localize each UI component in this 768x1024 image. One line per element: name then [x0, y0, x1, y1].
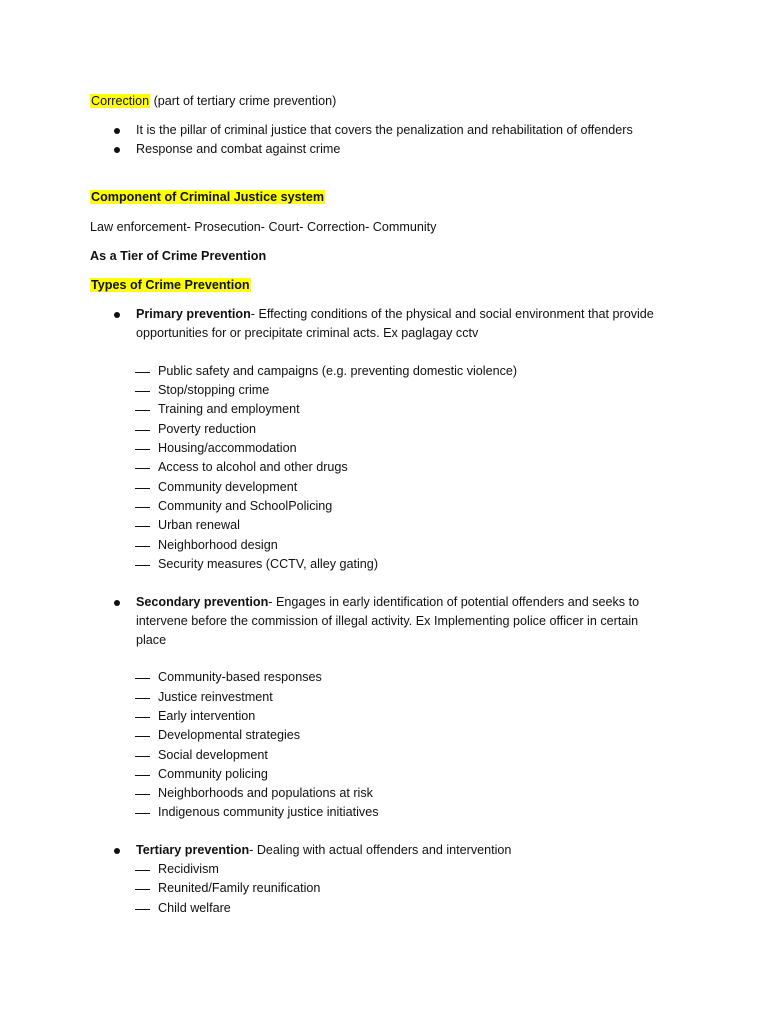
list-item: Access to alcohol and other drugs	[158, 460, 348, 474]
bullet-icon	[114, 147, 120, 153]
correction-bullet-1: It is the pillar of criminal justice that covers the penalization and rehabilitation of offenders	[136, 123, 633, 137]
component-heading: Component of Criminal Justice system	[91, 190, 325, 204]
dash-icon	[135, 430, 150, 431]
dash-icon	[135, 391, 150, 392]
bullet-icon	[114, 128, 120, 134]
dash-icon	[135, 756, 150, 757]
correction-heading: Correction	[91, 94, 150, 108]
list-item: Social development	[158, 748, 268, 762]
correction-bullet-2: Response and combat against crime	[136, 142, 341, 156]
tertiary-desc-line	[136, 841, 511, 860]
dash-icon	[135, 449, 150, 450]
list-item: Urban renewal	[158, 518, 240, 532]
dash-icon	[135, 698, 150, 699]
dash-icon	[135, 813, 150, 814]
dash-icon	[135, 410, 150, 411]
list-item: Indigenous community justice initiatives	[158, 805, 379, 819]
dash-icon	[135, 678, 150, 679]
secondary-desc: - Engages in early identification of potential offenders and seeks to	[268, 595, 640, 609]
dash-icon	[135, 507, 150, 508]
tertiary-label: Tertiary prevention	[136, 843, 250, 857]
list-item: Security measures (CCTV, alley gating)	[158, 557, 379, 571]
list-item: Neighborhood design	[158, 538, 278, 552]
correction-note: (part of tertiary crime prevention)	[153, 94, 337, 108]
dash-icon	[135, 488, 150, 489]
secondary-label: Secondary prevention	[136, 595, 269, 609]
dash-icon	[135, 909, 150, 910]
dash-icon	[135, 546, 150, 547]
dash-icon	[135, 889, 150, 890]
list-item: Training and employment	[158, 402, 300, 416]
bullet-icon	[114, 312, 120, 318]
list-item: Early intervention	[158, 709, 256, 723]
correction-heading-line	[90, 92, 336, 111]
list-item: Justice reinvestment	[158, 690, 273, 704]
dash-icon	[135, 565, 150, 566]
component-heading-line	[90, 188, 325, 207]
bullet-icon	[114, 600, 120, 606]
component-body: Law enforcement- Prosecution- Court- Correction- Community	[90, 220, 437, 234]
list-item: Public safety and campaigns (e.g. preventing domestic violence)	[158, 364, 518, 378]
dash-icon	[135, 372, 150, 373]
list-item: Community-based responses	[158, 670, 322, 684]
list-item: Poverty reduction	[158, 422, 257, 436]
types-heading: Types of Crime Prevention	[91, 278, 250, 292]
dash-icon	[135, 736, 150, 737]
list-item: Neighborhoods and populations at risk	[158, 786, 373, 800]
list-item: Community development	[158, 480, 298, 494]
list-item: Housing/accommodation	[158, 441, 297, 455]
secondary-desc-line3: place	[136, 633, 167, 647]
tier-heading: As a Tier of Crime Prevention	[90, 249, 267, 263]
list-item: Reunited/Family reunification	[158, 881, 321, 895]
bullet-icon	[114, 848, 120, 854]
primary-desc-line2: opportunities for or precipitate criminal acts. Ex paglagay cctv	[136, 326, 479, 340]
primary-desc-line1	[136, 305, 654, 324]
primary-label: Primary prevention	[136, 307, 251, 321]
tertiary-desc: - Dealing with actual offenders and intervention	[249, 843, 512, 857]
list-item: Recidivism	[158, 862, 219, 876]
dash-icon	[135, 717, 150, 718]
secondary-desc-line2: intervene before the commission of illegal activity. Ex Implementing police officer in certain	[136, 614, 639, 628]
dash-icon	[135, 794, 150, 795]
list-item: Community policing	[158, 767, 268, 781]
list-item: Stop/stopping crime	[158, 383, 270, 397]
list-item: Community and SchoolPolicing	[158, 499, 333, 513]
dash-icon	[135, 775, 150, 776]
dash-icon	[135, 870, 150, 871]
list-item: Developmental strategies	[158, 728, 301, 742]
types-heading-line	[90, 276, 251, 295]
primary-desc: - Effecting conditions of the physical and social environment that provide	[250, 307, 654, 321]
list-item: Child welfare	[158, 901, 231, 915]
dash-icon	[135, 526, 150, 527]
dash-icon	[135, 468, 150, 469]
secondary-desc-line1	[136, 593, 639, 612]
